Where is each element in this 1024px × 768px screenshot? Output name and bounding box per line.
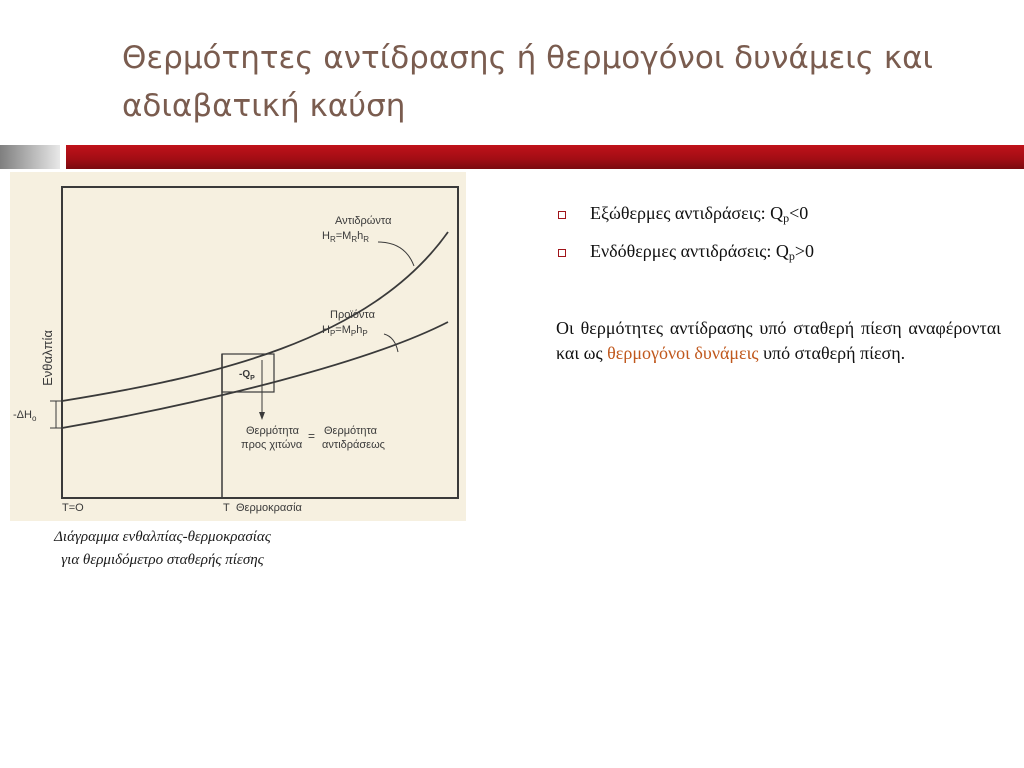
bullet-list [556,198,1006,274]
body-paragraph [556,316,1001,366]
products-leader [384,334,398,352]
x-axis-label: Θερμοκρασία [236,502,302,514]
bullet-exothermic [556,198,1006,236]
heat-wall-line1: Θερμότητα [246,425,300,437]
paragraph-part2: υπό σταθερή πίεση. [758,343,906,363]
x-origin-label: T=O [62,502,84,514]
heat-wall-line2: προς χιτώνα [241,439,303,451]
bullet-sub: p [783,211,790,225]
qp-label: $-Q_P$ [239,369,255,382]
bullet-rest: <0 [789,203,809,223]
reactants-leader [378,242,414,266]
x-t-label: T [223,502,230,514]
bullet-text: Εξώθερμες αντιδράσεις: Q [590,203,784,223]
reactants-curve [62,232,448,401]
caption-line2: για θερμιδόμετρο σταθερής πίεσης [61,552,264,568]
heat-reaction-line2: αντιδράσεως [322,439,385,451]
bullet-rest: >0 [794,241,815,261]
header-bar-gray [0,145,60,169]
reactants-label: Αντιδρώντα [335,215,392,227]
qp-arrowhead [259,412,265,420]
header-bar-red [66,145,1024,169]
caption-line1: Διάγραμμα ενθαλπίας-θερμοκρασίας [54,529,271,545]
bullet-text: Ενδόθερμες αντιδράσεις: Q [590,241,789,261]
dh-label: $-\Delta H_o$ [13,409,37,423]
bullet-sub: p [788,249,795,263]
diagram-frame [62,187,458,498]
slide-title: Θερμότητες αντίδρασης ή θερμογόνοι δυνάμεις και αδιαβατική καύση [122,40,934,124]
paragraph-highlight: θερμογόνοι δυνάμεις [607,343,759,363]
equals-sign: = [308,429,316,443]
bullet-square-icon [558,211,566,219]
bullet-endothermic [556,236,1006,274]
paragraph-part1: Οι θερμότητες αντίδρασης υπό σταθερή πίεση αναφέρονται και ως [556,318,1001,363]
diagram-svg [10,172,466,521]
y-axis-label: Ενθαλπία [40,330,55,386]
reactants-equation: $H_R=M_Rh_R$ [322,230,370,244]
heat-reaction-line1: Θερμότητα [324,425,378,437]
products-equation: $H_P=M_Ph_P$ [322,324,368,338]
bullet-square-icon [558,249,566,257]
products-curve [62,322,448,428]
figure-caption [0,526,325,572]
products-label: Προϊόντα [330,309,375,321]
enthalpy-temperature-diagram [10,172,466,521]
